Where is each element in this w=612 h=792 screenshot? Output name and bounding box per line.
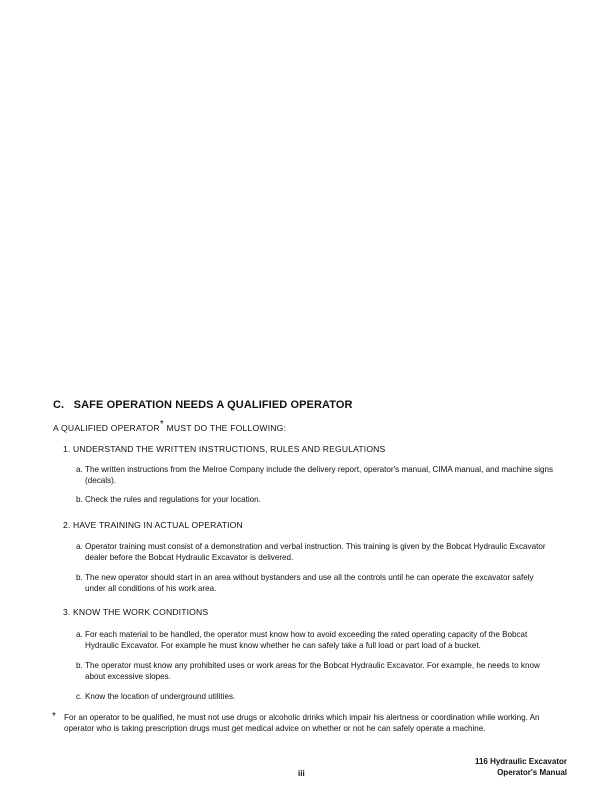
list-item-2a: [76, 541, 555, 563]
item-label: b.: [76, 495, 83, 504]
item-label: b.: [76, 573, 83, 582]
list-item-3b: [76, 660, 555, 682]
item-label: c.: [76, 692, 83, 701]
group-title: UNDERSTAND THE WRITTEN INSTRUCTIONS, RULES AND REGULATIONS: [73, 444, 386, 454]
item-text: Operator training must consist of a demonstration and verbal instruction. This training is given by the Bobcat Hydraulic Excavator dealer before the Bobcat Hydraulic Excavator is delivered.: [85, 542, 546, 562]
list-item-1b: [76, 494, 555, 505]
item-text: Check the rules and regulations for your location.: [85, 495, 261, 504]
item-text: The written instructions from the Melroe Company include the delivery report, operator's manual, CIMA manual, and machine signs (decals).: [85, 465, 554, 485]
group-heading-3: [63, 607, 208, 617]
section-title: SAFE OPERATION NEEDS A QUALIFIED OPERATOR: [73, 399, 353, 411]
group-heading-1: [63, 444, 385, 454]
intro-text-end: MUST DO THE FOLLOWING:: [163, 423, 287, 433]
footer-model: 116 Hydraulic Excavator: [474, 757, 567, 766]
footnote: [52, 711, 567, 734]
group-number: 2.: [63, 520, 71, 530]
list-item-3c: [76, 691, 555, 702]
item-text: Know the location of underground utilities.: [85, 692, 236, 701]
footer-title-block: [475, 756, 567, 778]
item-label: a.: [76, 465, 83, 474]
page-number: iii: [298, 769, 305, 778]
group-title: KNOW THE WORK CONDITIONS: [73, 607, 209, 617]
footnote-text: For an operator to be qualified, he must not use drugs or alcoholic drinks which impair his alertness or coordination while working. An operator who is taking prescription drugs must get medical advice on whether or not he can safely operate a machine.: [64, 713, 540, 733]
item-label: a.: [76, 630, 83, 639]
item-text: The operator must know any prohibited uses or work areas for the Bobcat Hydraulic Excavator. For example, he needs to know about excessive slopes.: [85, 661, 540, 681]
item-label: b.: [76, 661, 83, 670]
list-item-1a: [76, 464, 555, 486]
group-heading-2: [63, 520, 243, 530]
intro-text: A QUALIFIED OPERATOR: [53, 423, 160, 433]
intro-line: [53, 419, 287, 433]
footnote-asterisk: *: [52, 711, 56, 722]
item-label: a.: [76, 542, 83, 551]
group-number: 1.: [63, 444, 71, 454]
section-heading: [53, 399, 353, 411]
group-number: 3.: [63, 607, 71, 617]
intro-asterisk: *: [159, 419, 164, 431]
list-item-3a: [76, 629, 555, 651]
list-item-2b: [76, 572, 555, 594]
group-title: HAVE TRAINING IN ACTUAL OPERATION: [73, 520, 243, 530]
item-text: The new operator should start in an area without bystanders and use all the controls until he can operate the excavator safely under all conditions of his work area.: [85, 573, 534, 593]
section-letter: C.: [53, 399, 65, 411]
item-text: For each material to be handled, the operator must know how to avoid exceeding the rated operating capacity of the Bobcat Hydraulic Excavator. For example he must know whether he can safely take a full load or part load of a bucket.: [85, 630, 528, 650]
footer-doc-title: Operator's Manual: [497, 768, 567, 777]
